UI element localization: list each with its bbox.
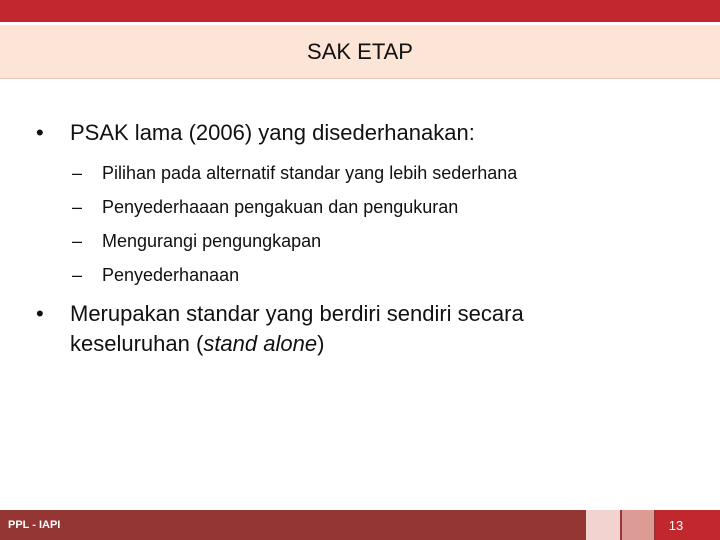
bullet-2	[36, 299, 630, 359]
subitem-2-text: Penyederhaaan pengakuan dan pengukuran	[102, 197, 459, 217]
top-accent-bar	[0, 0, 720, 22]
subitem-4-text: Penyederhanaan	[102, 265, 240, 285]
subitem-4	[72, 263, 240, 287]
dash-marker: –	[72, 231, 83, 251]
bullet-1-text: PSAK lama (2006) yang disederhanakan:	[70, 120, 475, 145]
footer-square-medium	[622, 510, 654, 540]
subitem-3	[72, 229, 322, 253]
subitem-3-text: Mengurangi pengungkapan	[102, 231, 322, 251]
bullet-dot: •	[36, 301, 44, 326]
subitem-1-text: Pilihan pada alternatif standar yang lebih sederhana	[102, 163, 518, 183]
slide-title: SAK ETAP	[307, 38, 413, 64]
footer-square-light	[586, 510, 620, 540]
bullet-2-text-end: )	[317, 331, 325, 356]
dash-marker: –	[72, 163, 83, 183]
bullet-2-text: Merupakan standar yang berdiri sendiri secara keseluruhan (	[70, 301, 524, 356]
subitem-1	[72, 161, 518, 185]
dash-marker: –	[72, 265, 83, 285]
bullet-1	[36, 118, 475, 148]
page-number: 13	[668, 517, 684, 533]
bullet-2-italic: stand alone	[203, 331, 318, 356]
footer-label: PPL - IAPI	[8, 519, 61, 531]
dash-marker: –	[72, 197, 83, 217]
subitem-2	[72, 195, 459, 219]
bullet-dot: •	[36, 120, 44, 145]
